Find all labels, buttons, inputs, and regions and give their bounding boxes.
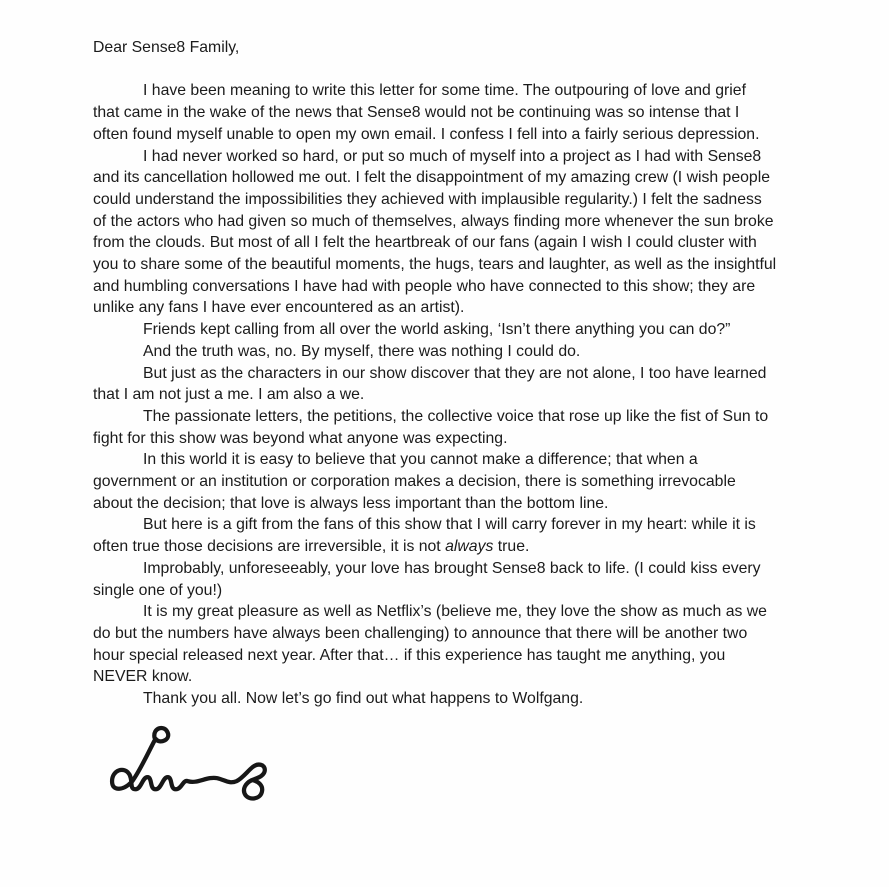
letter-page <box>93 37 799 710</box>
letter-line: about the decision; that love is always less important than the bottom line. <box>93 494 609 512</box>
letter-line: do but the numbers have always been challenging) to announce that there will be another two <box>93 624 748 642</box>
letter-line: from the clouds. But most of all I felt the heartbreak of our fans (again I wish I could cluster with <box>93 234 757 252</box>
letter-line: that I am not just a me. I am also a we. <box>93 386 365 404</box>
letter-line: fight for this show was beyond what anyone was expecting. <box>93 429 508 447</box>
letter-line: Friends kept calling from all over the world asking, ‘Isn’t there anything you can do?” <box>143 321 731 339</box>
letter-line: NEVER know. <box>93 668 193 686</box>
letter-line: Improbably, unforeseeably, your love has brought Sense8 back to life. (I could kiss every <box>143 559 761 577</box>
letter-line: and humbling conversations I have had with people who have connected to this show; they are <box>93 277 756 295</box>
letter-line: you to share some of the beautiful moments, the hugs, tears and laughter, as well as the insightful <box>93 256 777 274</box>
letter-line: And the truth was, no. By myself, there was nothing I could do. <box>143 342 581 360</box>
salutation: Dear Sense8 Family, <box>93 39 240 56</box>
letter-line: government or an institution or corporation makes a decision, there is something irrevocable <box>93 473 736 491</box>
signature-lana <box>108 725 280 805</box>
letter-line: In this world it is easy to believe that you cannot make a difference; that when a <box>143 451 698 469</box>
letter-line: could understand the impossibilities they achieved with implausible regularity.) I felt the sadness <box>93 190 762 208</box>
letter-line: and its cancellation hollowed me out. I felt the disappointment of my amazing crew (I wish people <box>93 169 770 187</box>
letter-line: The passionate letters, the petitions, the collective voice that rose up like the fist of Sun to <box>143 407 769 425</box>
signature-drawing <box>108 725 280 805</box>
letter-line: that came in the wake of the news that Sense8 would not be continuing was so intense that I <box>93 104 740 122</box>
letter-line: often found myself unable to open my own email. I confess I fell into a fairly serious depression. <box>93 125 760 143</box>
letter-line: of the actors who had given so much of themselves, always finding more whenever the sun broke <box>93 212 774 230</box>
letter-line: It is my great pleasure as well as Netflix’s (believe me, they love the show as much as we <box>143 603 767 621</box>
letter-line: I had never worked so hard, or put so much of myself into a project as I had with Sense8 <box>143 147 762 165</box>
letter-line: I have been meaning to write this letter for some time. The outpouring of love and grief <box>143 82 746 100</box>
letter-line: single one of you!) <box>93 581 223 599</box>
letter-line: But here is a gift from the fans of this show that I will carry forever in my heart: while it is <box>143 516 756 534</box>
letter-line: often true those decisions are irreversible, it is not always true. <box>93 538 530 556</box>
letter-line: But just as the characters in our show discover that they are not alone, I too have learned <box>143 364 767 382</box>
letter-body <box>93 80 799 709</box>
letter-line: unlike any fans I have ever encountered as an artist). <box>93 299 465 317</box>
letter-line: Thank you all. Now let’s go find out what happens to Wolfgang. <box>143 690 584 708</box>
letter-line: hour special released next year. After that… if this experience has taught me anything, you <box>93 646 726 664</box>
